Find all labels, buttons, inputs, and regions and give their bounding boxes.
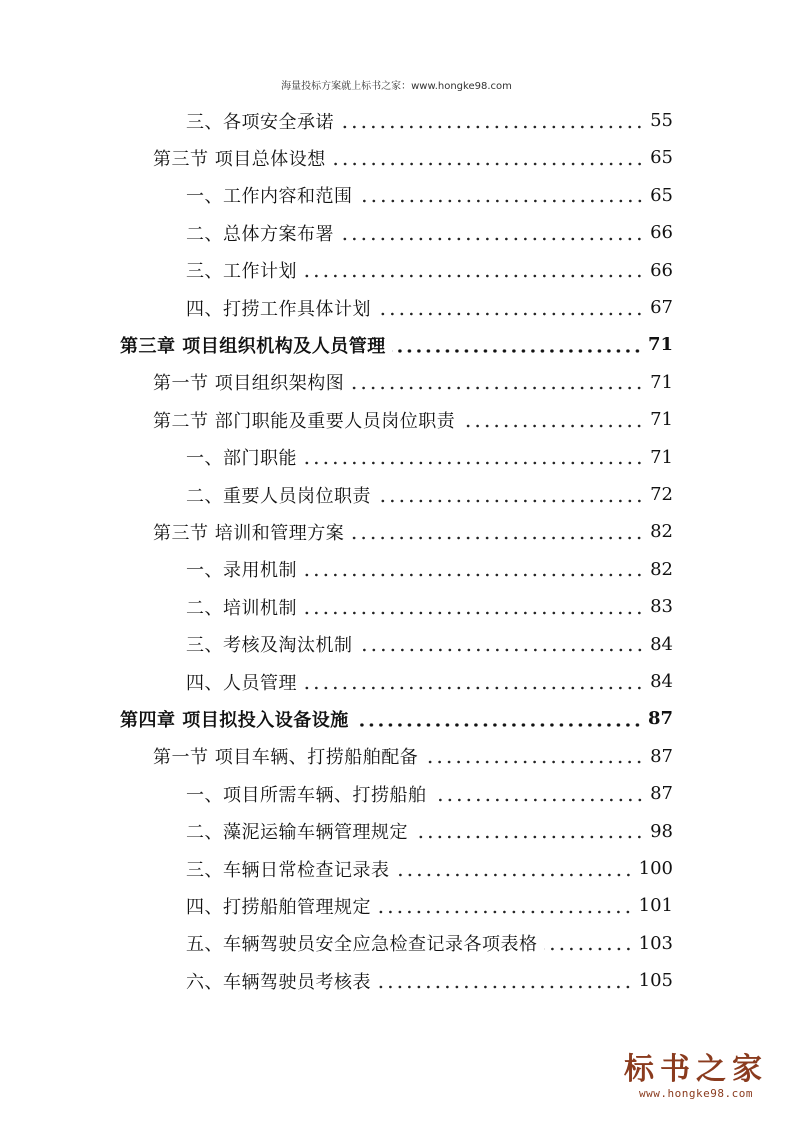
toc-entry-label: 二、培训机制 bbox=[186, 597, 297, 619]
toc-entry[interactable] bbox=[186, 177, 673, 214]
toc-entry[interactable] bbox=[186, 813, 673, 850]
toc-dot-leader bbox=[332, 162, 644, 166]
toc-entry-page-number: 71 bbox=[650, 446, 673, 468]
toc-entry-label: 第四章 项目拟投入设备设施 bbox=[120, 709, 349, 731]
toc-entry[interactable] bbox=[186, 214, 673, 251]
page-header: 海量投标方案就上标书之家：www.hongke98.com bbox=[281, 81, 512, 92]
toc-entry-page-number: 87 bbox=[647, 708, 673, 730]
toc-entry-page-number: 84 bbox=[650, 633, 673, 655]
toc-entry-page-number: 66 bbox=[650, 222, 673, 244]
toc-entry[interactable] bbox=[153, 738, 673, 775]
toc-entry-label: 一、项目所需车辆、打捞船舶 bbox=[186, 784, 427, 806]
toc-entry-page-number: 71 bbox=[650, 371, 673, 393]
toc-dot-leader bbox=[359, 648, 645, 652]
toc-entry-label: 二、藻泥运输车辆管理规定 bbox=[186, 822, 408, 844]
toc-entry[interactable] bbox=[186, 439, 673, 476]
watermark-logo bbox=[621, 1053, 771, 1100]
logo-url: www.hongke98.com bbox=[639, 1087, 753, 1100]
toc-entry[interactable] bbox=[186, 289, 673, 326]
toc-entry-page-number: 83 bbox=[650, 596, 673, 618]
toc-entry[interactable] bbox=[153, 401, 673, 438]
toc-entry-label: 第二节 部门职能及重要人员岗位职责 bbox=[153, 410, 456, 432]
toc-dot-leader bbox=[396, 873, 633, 877]
toc-dot-leader bbox=[377, 312, 644, 316]
toc-entry-page-number: 65 bbox=[650, 184, 673, 206]
toc-entry-page-number: 72 bbox=[650, 484, 673, 505]
toc-entry-page-number: 82 bbox=[650, 521, 673, 543]
toc-entry-page-number: 87 bbox=[650, 783, 673, 805]
toc-entry-page-number: 105 bbox=[638, 970, 673, 992]
toc-entry-label: 第三节 项目总体设想 bbox=[153, 148, 326, 170]
toc-entry-page-number: 84 bbox=[650, 671, 673, 692]
toc-entry-label: 一、部门职能 bbox=[186, 448, 297, 470]
toc-entry-label: 一、工作内容和范围 bbox=[186, 186, 353, 208]
toc-entry[interactable] bbox=[186, 850, 673, 887]
toc-entry-label: 六、车辆驾驶员考核表 bbox=[186, 971, 371, 993]
toc-entry[interactable] bbox=[120, 326, 673, 363]
toc-dot-leader bbox=[340, 125, 644, 129]
toc-entry[interactable] bbox=[186, 626, 673, 663]
toc-entry-label: 四、打捞工作具体计划 bbox=[186, 298, 371, 320]
toc-entry[interactable] bbox=[120, 700, 673, 737]
toc-entry-page-number: 71 bbox=[650, 409, 673, 431]
toc-dot-leader bbox=[461, 424, 644, 428]
toc-dot-leader bbox=[303, 573, 644, 577]
toc-entry-label: 三、各项安全承诺 bbox=[186, 111, 334, 133]
toc-dot-leader bbox=[392, 349, 642, 353]
toc-dot-leader bbox=[350, 536, 644, 540]
toc-entry-label: 五、车辆驾驶员安全应急检查记录各项表格 bbox=[186, 934, 538, 956]
toc-entry[interactable] bbox=[153, 513, 673, 550]
toc-entry[interactable] bbox=[186, 551, 673, 588]
toc-dot-leader bbox=[424, 760, 644, 764]
toc-entry[interactable] bbox=[186, 925, 673, 962]
toc-entry[interactable] bbox=[153, 139, 673, 176]
toc-entry-label: 四、打捞船舶管理规定 bbox=[186, 896, 371, 918]
toc-dot-leader bbox=[377, 910, 633, 914]
toc-entry[interactable] bbox=[153, 364, 673, 401]
toc-dot-leader bbox=[303, 611, 644, 615]
toc-entry-page-number: 87 bbox=[650, 745, 673, 767]
toc-entry[interactable] bbox=[186, 775, 673, 812]
toc-entry-page-number: 100 bbox=[638, 858, 673, 879]
toc-entry[interactable] bbox=[186, 252, 673, 289]
toc-dot-leader bbox=[359, 199, 645, 203]
toc-entry-label: 第一节 项目车辆、打捞船舶配备 bbox=[153, 747, 419, 769]
toc-entry-label: 四、人员管理 bbox=[186, 672, 297, 694]
toc-entry[interactable] bbox=[186, 962, 673, 999]
toc-entry-page-number: 103 bbox=[638, 932, 673, 954]
toc-dot-leader bbox=[414, 835, 644, 839]
toc-dot-leader bbox=[350, 386, 644, 390]
toc-entry-label: 二、重要人员岗位职责 bbox=[186, 485, 371, 507]
toc-entry-page-number: 101 bbox=[638, 895, 673, 917]
toc-entry-label: 一、录用机制 bbox=[186, 560, 297, 582]
toc-entry-page-number: 82 bbox=[650, 558, 673, 580]
toc-dot-leader bbox=[303, 686, 644, 690]
toc-entry[interactable] bbox=[186, 588, 673, 625]
toc-dot-leader bbox=[377, 985, 633, 989]
toc-dot-leader bbox=[303, 461, 644, 465]
toc-entry-label: 二、总体方案布署 bbox=[186, 223, 334, 245]
toc-dot-leader bbox=[340, 237, 644, 241]
toc-entry[interactable] bbox=[186, 663, 673, 700]
toc-dot-leader bbox=[377, 499, 644, 503]
toc-entry-label: 第三章 项目组织机构及人员管理 bbox=[120, 335, 386, 357]
toc-entry[interactable] bbox=[186, 102, 673, 139]
toc-entry-page-number: 66 bbox=[650, 259, 673, 281]
toc-entry-label: 三、工作计划 bbox=[186, 261, 297, 283]
toc-entry-page-number: 55 bbox=[650, 110, 673, 131]
toc-dot-leader bbox=[544, 947, 633, 951]
toc-dot-leader bbox=[355, 723, 642, 727]
toc-entry-page-number: 98 bbox=[650, 820, 673, 842]
toc-entry-label: 三、考核及淘汰机制 bbox=[186, 635, 353, 657]
toc-dot-leader bbox=[303, 274, 644, 278]
toc-entry-label: 第三节 培训和管理方案 bbox=[153, 522, 345, 544]
toc-entry-page-number: 71 bbox=[647, 334, 673, 356]
toc-entry-label: 第一节 项目组织架构图 bbox=[153, 373, 345, 395]
toc-entry-label: 三、车辆日常检查记录表 bbox=[186, 859, 390, 881]
toc-entry-page-number: 65 bbox=[650, 147, 673, 169]
toc-entry[interactable] bbox=[186, 476, 673, 513]
toc-entry[interactable] bbox=[186, 887, 673, 924]
logo-title: 标书之家 bbox=[624, 1052, 768, 1087]
toc-entry-page-number: 67 bbox=[650, 297, 673, 318]
toc-dot-leader bbox=[433, 798, 645, 802]
